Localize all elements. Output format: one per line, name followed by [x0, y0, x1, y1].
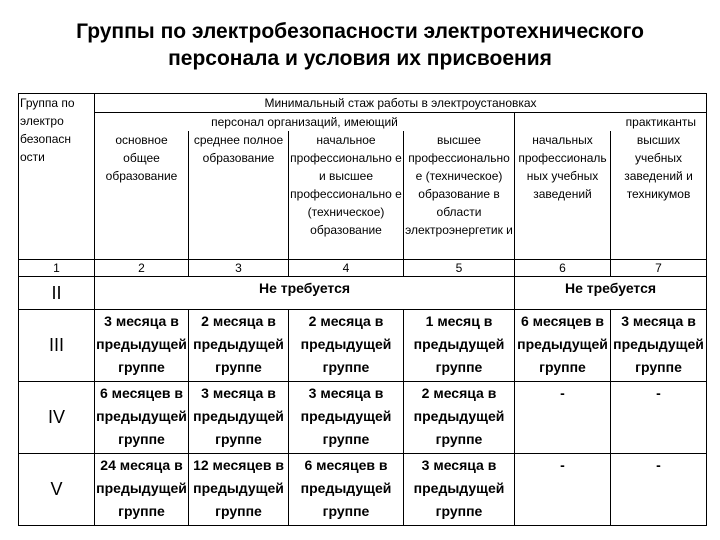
- column-header: начальных профессиональ ных учебных заведений: [515, 131, 611, 259]
- table-row: [19, 276, 707, 309]
- column-header: высших учебных заведений и техникумов: [611, 131, 707, 259]
- table-cell: 6 месяцев в предыдущей группе: [289, 453, 404, 525]
- table-cell: -: [611, 381, 707, 453]
- column-number: 1: [19, 259, 95, 276]
- table-cell: 2 месяца в предыдущей группе: [189, 309, 289, 381]
- group-label: IV: [19, 381, 95, 453]
- table-cell: 3 месяца в предыдущей группе: [289, 381, 404, 453]
- page-title: [0, 18, 720, 72]
- table-cell: 6 месяцев в предыдущей группе: [95, 381, 189, 453]
- not-required-staff: Не требуется: [95, 276, 515, 309]
- column-header: основное общее образование: [95, 131, 189, 259]
- column-number: 3: [189, 259, 289, 276]
- group-label: II: [19, 276, 95, 309]
- table-cell: 1 месяц в предыдущей группе: [404, 309, 515, 381]
- electrical-safety-groups-table: [18, 93, 707, 526]
- table-cell: 2 месяца в предыдущей группе: [289, 309, 404, 381]
- table-cell: -: [515, 453, 611, 525]
- table-row: [19, 381, 707, 453]
- column-number: 5: [404, 259, 515, 276]
- not-required-interns: Не требуется: [515, 276, 707, 309]
- column-number: 7: [611, 259, 707, 276]
- group-label: V: [19, 453, 95, 525]
- title-line-2: персонала и условия их присвоения: [168, 47, 552, 70]
- table-cell: 24 месяца в предыдущей группе: [95, 453, 189, 525]
- table-cell: 2 месяца в предыдущей группе: [404, 381, 515, 453]
- staff-header: персонал организаций, имеющий: [95, 113, 515, 132]
- table-cell: 3 месяца в предыдущей группе: [611, 309, 707, 381]
- table-cell: 3 месяца в предыдущей группе: [404, 453, 515, 525]
- table-cell: 12 месяцев в предыдущей группе: [189, 453, 289, 525]
- column-header: начальное профессионально е и высшее профессионально е (техническое) образование: [289, 131, 404, 259]
- column-number: 4: [289, 259, 404, 276]
- table-row: [19, 453, 707, 525]
- main-header: Минимальный стаж работы в электроустановках: [95, 94, 707, 113]
- table-cell: 3 месяца в предыдущей группе: [95, 309, 189, 381]
- group-header: Группа по электро безопасн ости: [20, 96, 75, 164]
- table-cell: 3 месяца в предыдущей группе: [189, 381, 289, 453]
- column-number: 6: [515, 259, 611, 276]
- group-label: III: [19, 309, 95, 381]
- table-cell: -: [611, 453, 707, 525]
- table-row: [19, 309, 707, 381]
- column-header: среднее полное образование: [189, 131, 289, 259]
- table-cell: 6 месяцев в предыдущей группе: [515, 309, 611, 381]
- group-header-cell: [19, 94, 95, 260]
- interns-header: практиканты: [515, 113, 707, 132]
- column-number: 2: [95, 259, 189, 276]
- title-line-1: Группы по электробезопасности электротехнического: [76, 20, 644, 43]
- table-cell: -: [515, 381, 611, 453]
- column-header: высшее профессионально е (техническое) образование в области электроэнергетик и: [404, 131, 515, 259]
